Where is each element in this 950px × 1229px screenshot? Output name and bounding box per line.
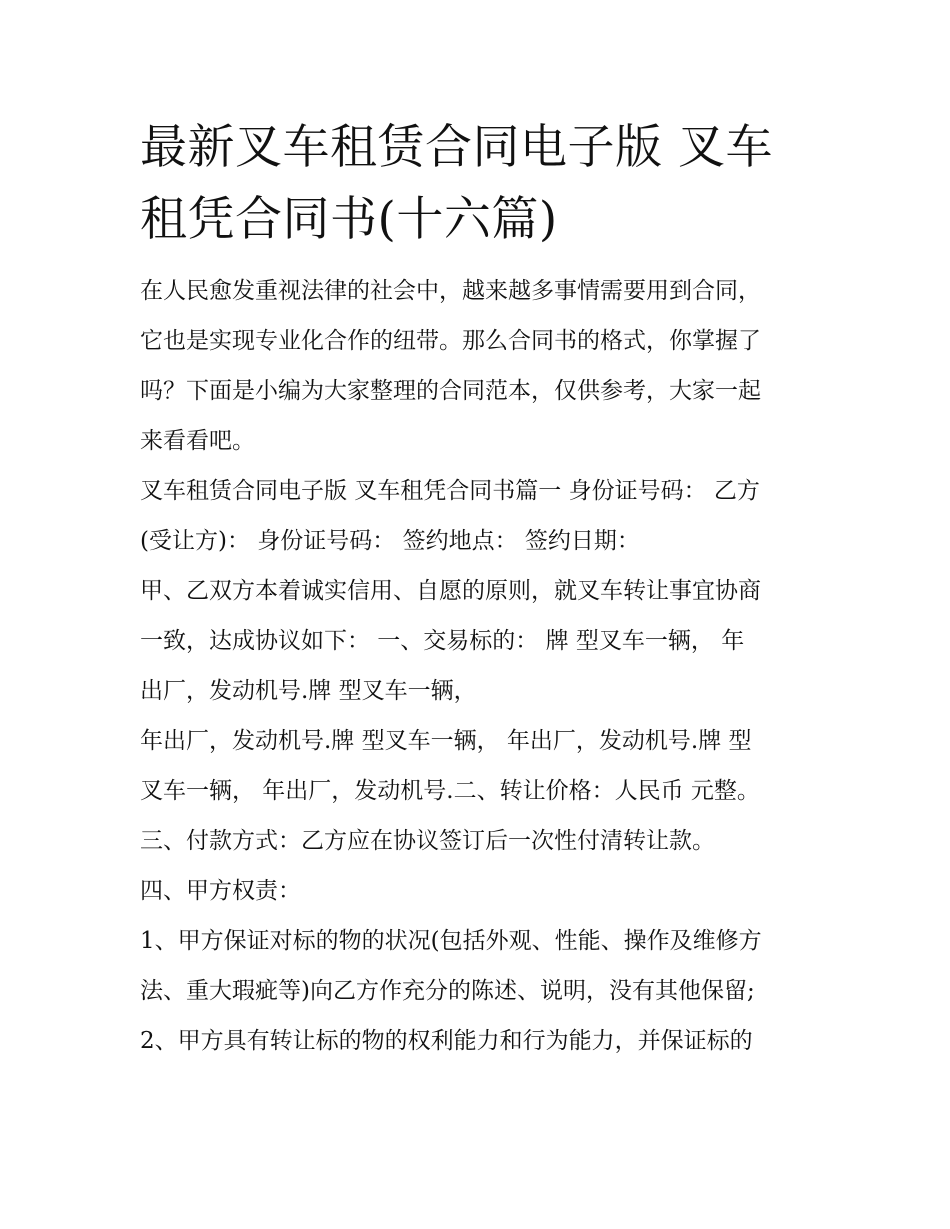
subject-items-paragraph [140,716,812,816]
text-line: 它也是实现专业化合作的纽带。那么合同书的格式，你掌握了 [140,328,761,354]
payment-paragraph [140,816,812,866]
text-line: 法、重大瑕疵等)向乙方作充分的陈述、说明，没有其他保留; [140,978,755,1004]
clause-1-paragraph [140,916,812,1016]
document-body [140,266,812,1066]
text-line: 叉车一辆， 年出厂，发动机号.二、转让价格：人民币 元整。 [140,778,760,804]
text-line: (受让方)： 身份证号码： 签约地点： 签约日期： [140,528,640,554]
section-heading-party-a [140,866,812,916]
parties-paragraph [140,466,812,566]
text-line: 甲、乙双方本着诚实信用、自愿的原则，就叉车转让事宜协商 [140,578,761,604]
text-line: 年出厂，发动机号.牌 型叉车一辆， 年出厂，发动机号.牌 型 [140,728,752,754]
agreement-paragraph [140,566,812,716]
document-title [140,112,812,256]
text-line: 2、甲方具有转让标的物的权利能力和行为能力，并保证标的 [140,1028,753,1054]
title-line: 租凭合同书(十六篇) [140,192,558,247]
text-line: 吗？下面是小编为大家整理的合同范本，仅供参考，大家一起 [140,378,761,404]
text-line: 四、甲方权责： [140,878,301,904]
clause-2-paragraph [140,1016,812,1066]
text-line: 1、甲方保证对标的物的状况(包括外观、性能、操作及维修方 [140,928,762,954]
text-line: 出厂，发动机号.牌 型叉车一辆， [140,678,477,704]
text-line: 在人民愈发重视法律的社会中，越来越多事情需要用到合同， [140,278,761,304]
text-line: 一致，达成协议如下： 一、交易标的： 牌 型叉车一辆， 年 [140,628,745,654]
intro-paragraph [140,266,812,466]
text-line: 叉车租赁合同电子版 叉车租凭合同书篇一 身份证号码： 乙方 [140,478,760,504]
text-line: 三、付款方式：乙方应在协议签订后一次性付清转让款。 [140,828,715,854]
document-content [140,112,812,1066]
title-line: 最新叉车租赁合同电子版 叉车 [140,120,773,175]
text-line: 来看看吧。 [140,428,255,454]
